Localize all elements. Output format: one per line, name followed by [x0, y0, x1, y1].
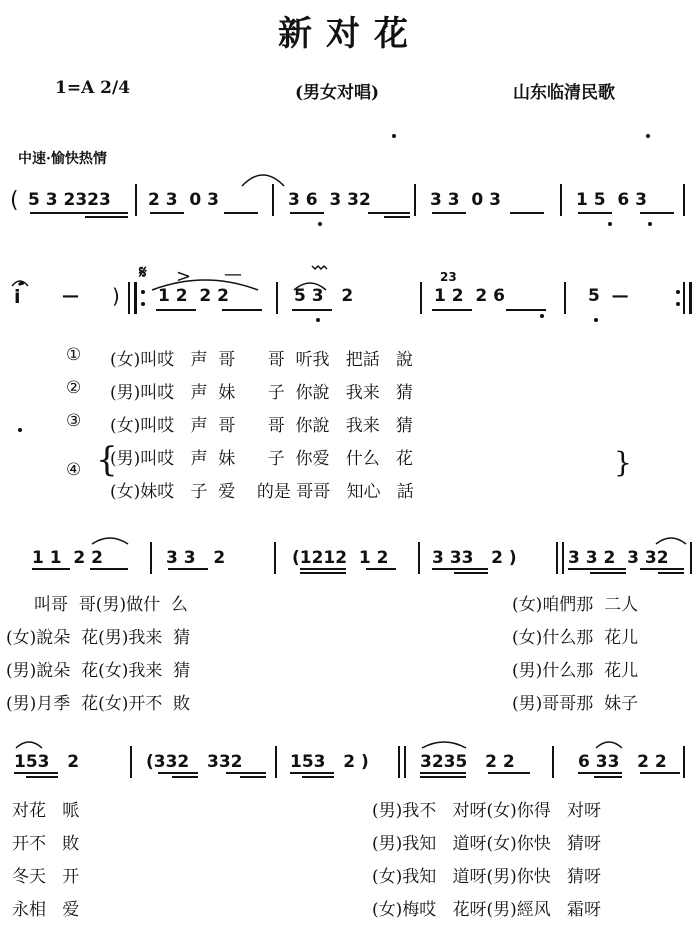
measure-2: 2 3 0 3: [148, 190, 219, 210]
measure-1: 5 3 2323: [28, 190, 111, 210]
underline: [290, 212, 324, 214]
tenuto-mark: —: [224, 264, 242, 285]
lyric-line-left: 永相 爱: [12, 900, 80, 920]
brace: {: [96, 440, 118, 480]
barline: [418, 542, 420, 574]
measure-11: 3 3 2: [166, 548, 226, 568]
close-paren: ): [112, 284, 120, 308]
measure-5: 1 5 6 3: [576, 190, 647, 210]
slur: [654, 534, 688, 546]
barline: [150, 542, 152, 574]
measure-4: 3 3 0 3: [430, 190, 501, 210]
barline: [414, 184, 416, 216]
verse-1-lyrics: (女)叫哎 声 哥 哥 听我 把話 說: [110, 350, 413, 370]
measure-7: 5 3 2: [294, 286, 354, 306]
barline: [272, 184, 274, 216]
verse-number: ③: [66, 411, 82, 431]
barline: [562, 542, 564, 574]
open-paren: (: [10, 188, 19, 213]
barline: [130, 746, 132, 778]
verse-number: ①: [66, 345, 82, 365]
lyric-line-right: (女)梅哎 花呀(男)經风 霜呀: [372, 900, 601, 920]
underline: [368, 212, 410, 214]
lyric-line-left: 冬天 开: [12, 867, 80, 887]
measure-8: 1 2 2 6: [434, 286, 505, 306]
song-subtitle: (男女对唱): [295, 83, 380, 103]
slur: [14, 738, 44, 750]
slur: [594, 738, 624, 750]
lyric-line-left: (女)說朵 花(男)我来 猜: [6, 628, 191, 648]
measure-13: 3 33 2 ): [432, 548, 517, 568]
barline: [556, 542, 558, 574]
key-signature: 1=A 2/4: [55, 78, 131, 98]
measure-3: 3 6 3 32: [288, 190, 371, 210]
song-title: 新对花: [278, 14, 422, 54]
underline: [510, 212, 544, 214]
lyric-line-right: (女)咱們那 二人: [512, 595, 639, 615]
underline: [640, 212, 674, 214]
repeat-bar: [134, 282, 137, 314]
measure-6: 1 2 2 2: [158, 286, 229, 306]
lyric-line-left: (男)說朵 花(女)我来 猜: [6, 661, 191, 681]
barline: [683, 184, 685, 216]
fermata-note: i: [14, 286, 21, 308]
repeat-bar: [689, 282, 692, 314]
underline: [150, 212, 184, 214]
segno-icon: 𝄋: [139, 262, 147, 283]
lyric-line-right: (男)哥哥那 妹子: [512, 694, 639, 714]
underline: [384, 216, 410, 218]
verse-2-lyrics: (男)叫哎 声 妹 子 你說 我来 猜: [110, 383, 413, 403]
underline: [30, 212, 128, 214]
measure-19: 6 33 2 2: [578, 752, 667, 772]
measure-10: 1 1 2 2: [32, 548, 103, 568]
measure-18: 3235 2 2: [420, 752, 515, 772]
brace: }: [614, 446, 632, 479]
barline: [135, 184, 137, 216]
tempo-marking: 中速·愉快热情: [18, 151, 107, 167]
slur: [240, 168, 286, 188]
lyric-line-left: 开不 敗: [12, 834, 80, 854]
measure-14: 3 3 2 3 32: [568, 548, 669, 568]
accent-mark: >: [176, 266, 192, 287]
barline: [420, 282, 422, 314]
underline: [85, 216, 128, 218]
underline: [432, 212, 466, 214]
grace-notes: 23: [440, 270, 457, 284]
lyric-line-right: (男)我不 对呀(女)你得 对呀: [372, 801, 601, 821]
sustain-dash: —: [62, 286, 79, 306]
lyric-line-right: (男)我知 道呀(女)你快 猜呀: [372, 834, 601, 854]
lyric-line-right: (男)什么那 花儿: [512, 661, 639, 681]
slur: [420, 738, 468, 750]
measure-12: (1212 1 2: [292, 548, 389, 568]
lyric-line-left: 对花 哌: [12, 801, 80, 821]
barline: [128, 282, 130, 314]
verse-number: ②: [66, 378, 82, 398]
verse-4a-lyrics: (男)叫哎 声 妹 子 你爱 什么 花: [110, 449, 413, 469]
lyric-line-right: (女)什么那 花儿: [512, 628, 639, 648]
measure-9: 5 —: [588, 286, 629, 306]
barline: [276, 282, 278, 314]
barline: [275, 746, 277, 778]
measure-15: 153 2: [14, 752, 80, 772]
lyric-line-right: (女)我知 道呀(男)你快 猜呀: [372, 867, 601, 887]
verse-4b-lyrics: (女)妹哎 子 爱 的是 哥哥 知心 話: [110, 482, 414, 502]
barline: [552, 746, 554, 778]
barline: [690, 542, 692, 574]
verse-number: ④: [66, 460, 82, 480]
barline: [274, 542, 276, 574]
barline: [564, 282, 566, 314]
lyric-line-left: (男)月季 花(女)开不 敗: [6, 694, 191, 714]
measure-17: 153 2 ): [290, 752, 369, 772]
barline: [683, 282, 685, 314]
barline: [404, 746, 406, 778]
barline: [683, 746, 685, 778]
song-source: 山东临清民歌: [513, 83, 615, 103]
barline: [560, 184, 562, 216]
barline: [398, 746, 400, 778]
underline: [224, 212, 258, 214]
slur: [90, 534, 130, 546]
lyric-line-left: 叫哥 哥(男)做什 么: [34, 595, 188, 615]
underline: [578, 212, 612, 214]
verse-3-lyrics: (女)叫哎 声 哥 哥 你說 我来 猜: [110, 416, 413, 436]
measure-16: (332 332: [146, 752, 243, 772]
